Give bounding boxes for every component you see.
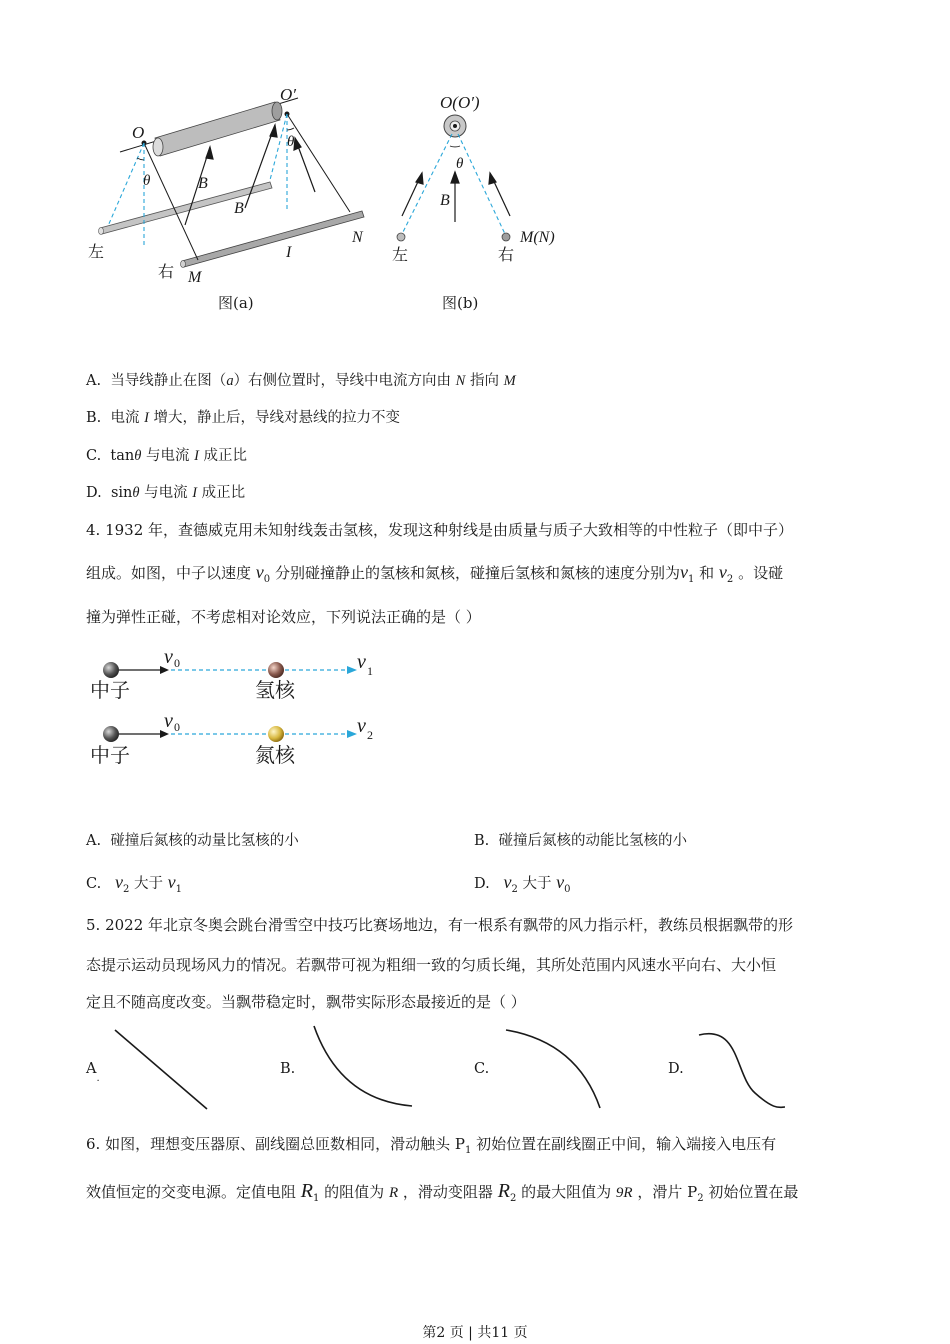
label-right-b: 右 [498,247,515,264]
q5-line-1: 5. 2022 年北京冬奥会跳台滑雪空中技巧比赛场地边，有一根系有飘带的风力指示杆，教练员根据飘带的形 [86,916,794,934]
label-B-b: B [440,192,450,209]
figure-a-caption: 图(a) [218,294,254,312]
q5-option-d-curve [695,1025,795,1115]
label-B-a2: B [234,200,244,217]
axle-cylinder [153,102,282,156]
neutron-ball-2 [103,726,119,742]
q5-option-c-curve [502,1022,612,1117]
right-rod-MN [181,211,365,268]
q4-option-b: B. 碰撞后氮核的动能比氢核的小 [474,833,687,849]
q5-option-a-label: $A_.$ [86,1061,100,1084]
svg-text:v: v [164,646,173,668]
q4-line-3: 撞为弹性正碰，不考虑相对论效应，下列说法正确的是（ ） [86,608,481,626]
figure-b [380,80,580,280]
q4-line-1: 4. 1932 年，查德威克用未知射线轰击氢核，发现这种射线是由质量与质子大致相等的中性粒子（即中子） [86,521,794,539]
label-left-b: 左 [392,247,409,264]
svg-text:v: v [164,710,173,732]
q6-line-1: 6. 如图，理想变压器原、副线圈总匝数相同，滑动触头 $P_1$ 初始位置在副线圈正中间，输入端接入电压有 [86,1135,777,1156]
q4-figure [85,645,385,775]
svg-text:0: 0 [174,720,180,734]
label-theta-a1: θ [143,173,151,189]
page-footer: 第2 页 | 共11 页 [422,1325,528,1341]
label-theta-b: θ [456,156,464,172]
q5-option-d-label: D. [668,1061,684,1077]
neutron-ball-1 [103,662,119,678]
q3-option-d: D. sinθ 与电流 I 成正比 [86,485,246,501]
label-B-a1: B [198,175,208,192]
hydrogen-ball [268,662,284,678]
svg-text:1: 1 [367,664,373,678]
label-right-a: 右 [158,264,175,281]
svg-text:v: v [357,651,366,673]
q5-line-3: 定且不随高度改变。当飘带稳定时，飘带实际形态最接近的是（ ） [86,993,526,1011]
q6-line-2: 效值恒定的交变电源。定值电阻 $R_1$ 的阻值为 R ，滑动变阻器 $R_2$ 的最大阻值为 9R ，滑片 $P_2$ 初始位置在最 [86,1180,799,1204]
label-N: N [352,229,363,246]
svg-text:2: 2 [367,728,373,742]
label-MN: M(N) [520,229,555,246]
q4-line-2: 组成。如图，中子以速度 $v_0$ 分别碰撞静止的氢核和氮核，碰撞后氢核和氮核的速度分别为$v_1$ 和 $v_2$ 。设碰 [86,562,784,585]
figure-a [80,80,380,290]
q4-option-d: D. $v_2$ 大于 $v_0$ [474,872,571,895]
svg-text:0: 0 [174,656,180,670]
svg-text:v: v [357,715,366,737]
left-rod [99,182,273,235]
q3-option-a: A. 当导线静止在图（a）右侧位置时，导线中电流方向由 N 指向 M [86,373,516,389]
q5-option-b-curve [310,1020,420,1115]
q3-option-b: B. 电流 I 增大，静止后，导线对悬线的拉力不变 [86,410,401,426]
label-OO: O(O′) [440,93,480,112]
neutron-label-1: 中子 [90,680,130,702]
neutron-label-2: 中子 [90,745,130,767]
label-O: O [132,123,145,142]
label-M: M [188,269,202,286]
q3-option-c: C. tanθ 与电流 I 成正比 [86,448,248,464]
q5-option-c-label: C. [474,1061,490,1077]
label-theta-a2: θ [287,134,295,150]
q4-option-a: A. 碰撞后氮核的动量比氢核的小 [86,833,299,849]
q5-line-2: 态提示运动员现场风力的情况。若飘带可视为粗细一致的匀质长绳，其所处范围内风速水平向右、大小恒 [86,956,777,974]
q4-option-c: C. $v_2$ 大于 $v_1$ [86,872,182,895]
hydrogen-label: 氢核 [255,680,295,702]
q5-option-b-label: B. [280,1061,296,1077]
nitrogen-ball [268,726,284,742]
label-O-prime: O′ [280,85,296,104]
label-I: I [286,244,292,261]
q5-option-a-curve [110,1025,220,1115]
label-left-a: 左 [88,244,105,261]
nitrogen-label: 氮核 [255,745,295,767]
figure-b-caption: 图(b) [442,294,479,312]
